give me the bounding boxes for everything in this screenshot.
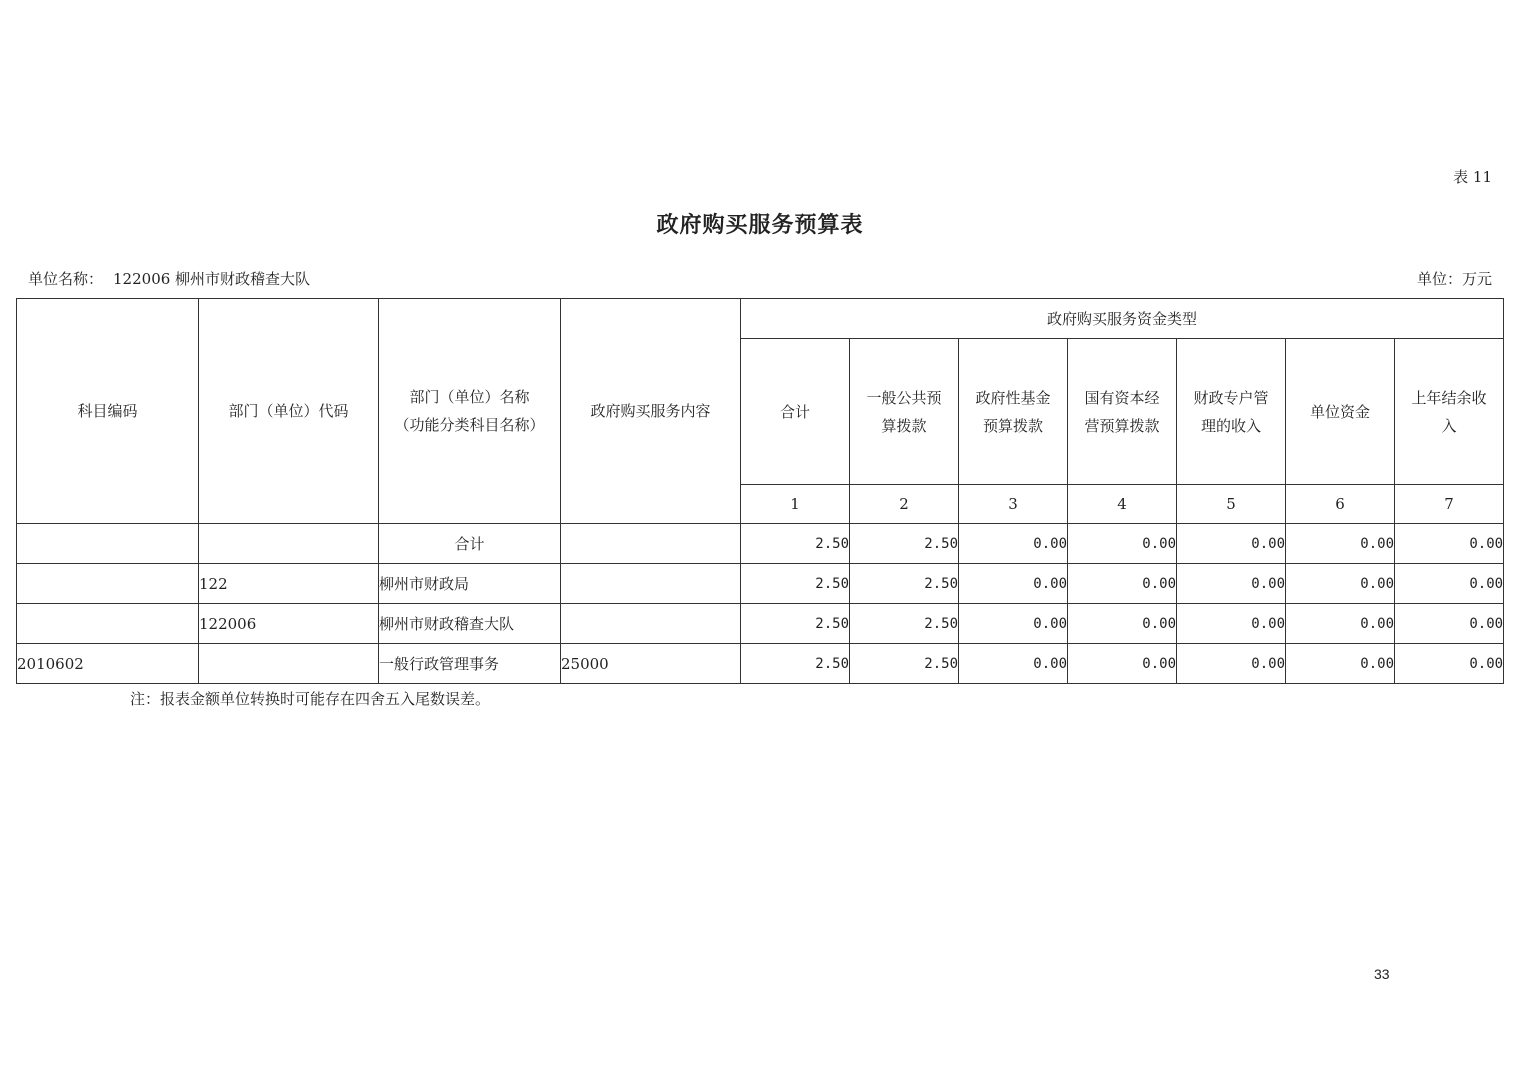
cell-dept-code [199, 524, 379, 564]
cell-amount: 2.50 [741, 524, 850, 564]
table-row [17, 604, 1504, 644]
cell-dept-name: 柳州市财政局 [379, 564, 561, 604]
cell-subject-code [17, 524, 199, 564]
cell-dept-name: 合计 [379, 524, 561, 564]
cell-content: 25000 [561, 644, 741, 684]
cell-amount: 2.50 [850, 524, 959, 564]
page-title: 政府购买服务预算表 [656, 212, 864, 238]
cell-amount: 2.50 [850, 564, 959, 604]
header-fund-col-line1: 一般公共预 [866, 388, 942, 407]
cell-amount: 0.00 [1177, 644, 1286, 684]
cell-amount: 0.00 [1068, 524, 1177, 564]
cell-amount: 2.50 [850, 644, 959, 684]
cell-amount: 0.00 [1068, 604, 1177, 644]
cell-dept-code [199, 644, 379, 684]
header-content: 政府购买服务内容 [561, 299, 741, 524]
cell-content [561, 524, 741, 564]
header-fund-col [850, 339, 959, 485]
header-fund-col-line1: 单位资金 [1309, 402, 1370, 421]
header-col-number: 7 [1395, 485, 1504, 524]
header-col-number: 4 [1068, 485, 1177, 524]
cell-dept-code: 122 [199, 564, 379, 604]
cell-subject-code: 2010602 [17, 644, 199, 684]
cell-amount: 2.50 [850, 604, 959, 644]
cell-subject-code [17, 564, 199, 604]
budget-table [16, 298, 1504, 684]
header-fund-col [741, 339, 850, 485]
cell-content [561, 564, 741, 604]
header-fund-col-line2: 理的收入 [1200, 416, 1261, 435]
table-number: 表 11 [1453, 168, 1492, 186]
cell-content [561, 604, 741, 644]
header-fund-col [959, 339, 1068, 485]
header-dept-name-line2: （功能分类科目名称） [394, 416, 545, 434]
header-dept-name [379, 299, 561, 524]
header-col-number: 1 [741, 485, 850, 524]
cell-amount: 0.00 [1286, 644, 1395, 684]
unit-name-value: 122006 柳州市财政稽查大队 [113, 270, 311, 288]
header-fund-type: 政府购买服务资金类型 [741, 299, 1504, 339]
header-fund-col-line2: 营预算拨款 [1084, 416, 1160, 435]
cell-subject-code [17, 604, 199, 644]
cell-amount: 0.00 [1395, 604, 1504, 644]
cell-amount: 0.00 [1177, 604, 1286, 644]
unit-of-measure: 单位：万元 [1416, 270, 1492, 288]
cell-dept-name: 柳州市财政稽查大队 [379, 604, 561, 644]
footnote: 注：报表金额单位转换时可能存在四舍五入尾数误差。 [130, 690, 491, 708]
cell-amount: 0.00 [1286, 604, 1395, 644]
cell-amount: 0.00 [1395, 524, 1504, 564]
cell-amount: 0.00 [1068, 644, 1177, 684]
header-col-number: 5 [1177, 485, 1286, 524]
header-fund-col-line1: 国有资本经 [1084, 388, 1160, 407]
cell-amount: 0.00 [1177, 564, 1286, 604]
table-row [17, 644, 1504, 684]
header-subject-code: 科目编码 [17, 299, 199, 524]
cell-amount: 0.00 [1068, 564, 1177, 604]
header-col-number: 3 [959, 485, 1068, 524]
cell-amount: 0.00 [1177, 524, 1286, 564]
header-col-number: 2 [850, 485, 959, 524]
header-fund-col-line1: 合计 [779, 402, 810, 421]
header-fund-col [1177, 339, 1286, 485]
cell-dept-code: 122006 [199, 604, 379, 644]
table-row [17, 564, 1504, 604]
header-col-number: 6 [1286, 485, 1395, 524]
cell-amount: 0.00 [959, 604, 1068, 644]
header-fund-col [1068, 339, 1177, 485]
header-fund-col [1286, 339, 1395, 485]
unit-name-label: 单位名称： [28, 270, 104, 288]
header-fund-col-line2: 预算拨款 [982, 416, 1043, 435]
cell-amount: 0.00 [1395, 644, 1504, 684]
header-fund-col-line2: 算拨款 [881, 416, 927, 435]
cell-dept-name: 一般行政管理事务 [379, 644, 561, 684]
page-number: 33 [1374, 966, 1390, 982]
header-dept-code: 部门（单位）代码 [199, 299, 379, 524]
cell-amount: 0.00 [1286, 564, 1395, 604]
cell-amount: 0.00 [959, 564, 1068, 604]
cell-amount: 0.00 [959, 644, 1068, 684]
cell-amount: 0.00 [1395, 564, 1504, 604]
header-fund-col-line2: 入 [1441, 416, 1457, 435]
cell-amount: 2.50 [741, 564, 850, 604]
header-fund-col-line1: 上年结余收 [1411, 388, 1487, 407]
header-fund-col [1395, 339, 1504, 485]
cell-amount: 0.00 [1286, 524, 1395, 564]
table-row [17, 524, 1504, 564]
cell-amount: 0.00 [959, 524, 1068, 564]
cell-amount: 2.50 [741, 644, 850, 684]
header-fund-col-line1: 政府性基金 [975, 388, 1051, 407]
header-fund-col-line1: 财政专户管 [1193, 388, 1269, 407]
header-dept-name-line1: 部门（单位）名称 [409, 388, 530, 406]
unit-name [28, 268, 310, 289]
cell-amount: 2.50 [741, 604, 850, 644]
